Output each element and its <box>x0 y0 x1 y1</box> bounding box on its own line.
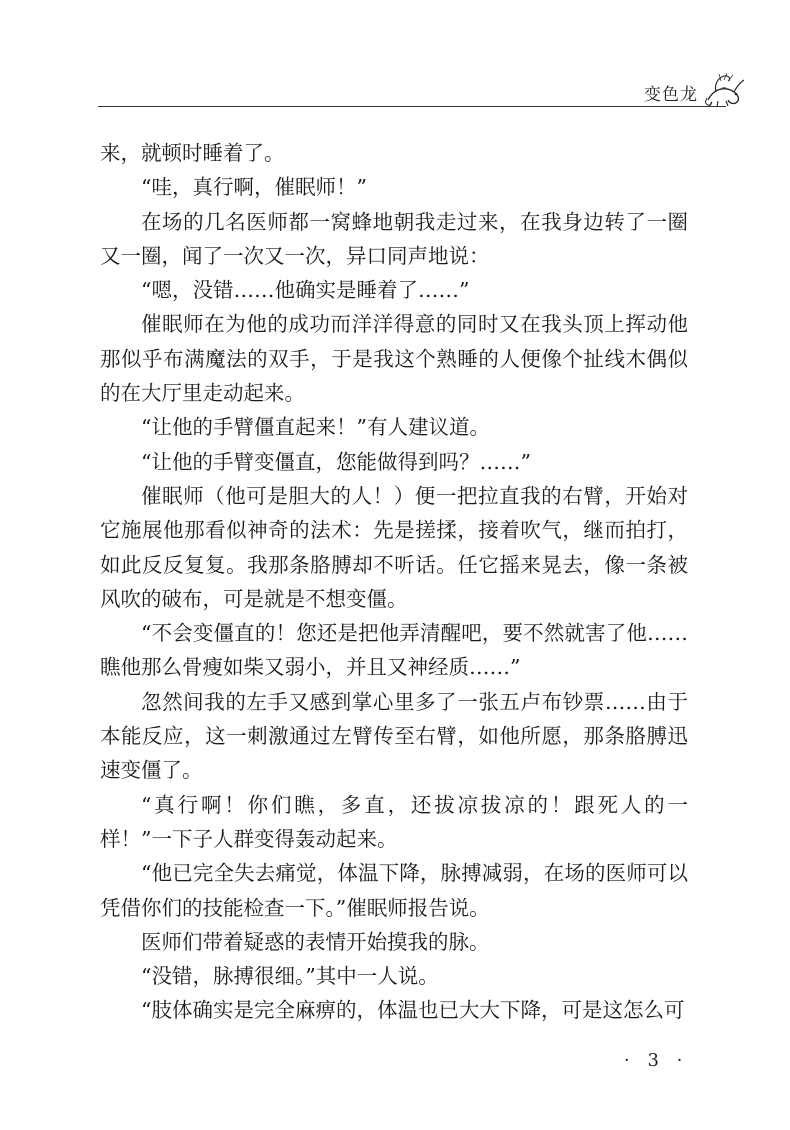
paragraph-continuation: 来，就顿时睡着了。 <box>100 141 285 165</box>
paragraph: 医师们带着疑惑的表情开始摸我的脉。 <box>141 929 490 954</box>
paragraph: “哇，真行啊，催眠师！” <box>141 175 367 200</box>
page-number: · 3 · <box>624 1050 689 1071</box>
paragraph: “让他的手臂僵直起来！”有人建议道。 <box>141 415 490 440</box>
paragraph: “嗯，没错……他确实是睡着了……” <box>141 278 470 303</box>
chameleon-ornament-icon <box>704 70 746 114</box>
paragraph: 催眠师在为他的成功而洋洋得意的同时又在我头顶上挥动他那似乎布满魔法的双手，于是我这个熟睡的人便像个扯线木偶似的在大厅里走动起来。 <box>100 312 688 406</box>
running-header <box>644 70 746 114</box>
body-text <box>100 136 688 1028</box>
paragraph: 忽然间我的左手又感到掌心里多了一张五卢布钞票……由于本能反应，这一刺激通过左臂传至右臂，如他所愿，那条胳膊迅速变僵了。 <box>100 689 688 783</box>
paragraph: “不会变僵直的！您还是把他弄清醒吧，要不然就害了他……瞧他那么骨瘦如柴又弱小，并且又神经质……” <box>100 621 688 680</box>
paragraph: “肢体确实是完全麻痹的，体温也已大大下降，可是这怎么可 <box>141 998 685 1023</box>
running-header-title: 变色龙 <box>644 84 698 105</box>
paragraph: 催眠师（他可是胆大的人！）便一把拉直我的右臂，开始对它施展他那看似神奇的法术：先是搓揉，接着吹气，继而拍打，如此反反复复。我那条胳膊却不听话。任它摇来晃去，像一条被风吹的破布，可是就是不想变僵。 <box>100 483 688 611</box>
paragraph: “没错，脉搏很细。”其中一人说。 <box>141 964 439 989</box>
paragraph: “让他的手臂变僵直，您能做得到吗？……” <box>141 449 531 474</box>
header-rule <box>98 106 726 107</box>
paragraph: 在场的几名医师都一窝蜂地朝我走过来，在我身边转了一圈又一圈，闻了一次又一次，异口同声地说： <box>100 209 688 268</box>
paragraph: “他已完全失去痛觉，体温下降，脉搏减弱，在场的医师可以凭借你们的技能检查一下。”催眠师报告说。 <box>100 861 688 920</box>
paragraph: “真行啊！你们瞧，多直，还拔凉拔凉的！跟死人的一样！”一下子人群变得轰动起来。 <box>100 792 688 851</box>
